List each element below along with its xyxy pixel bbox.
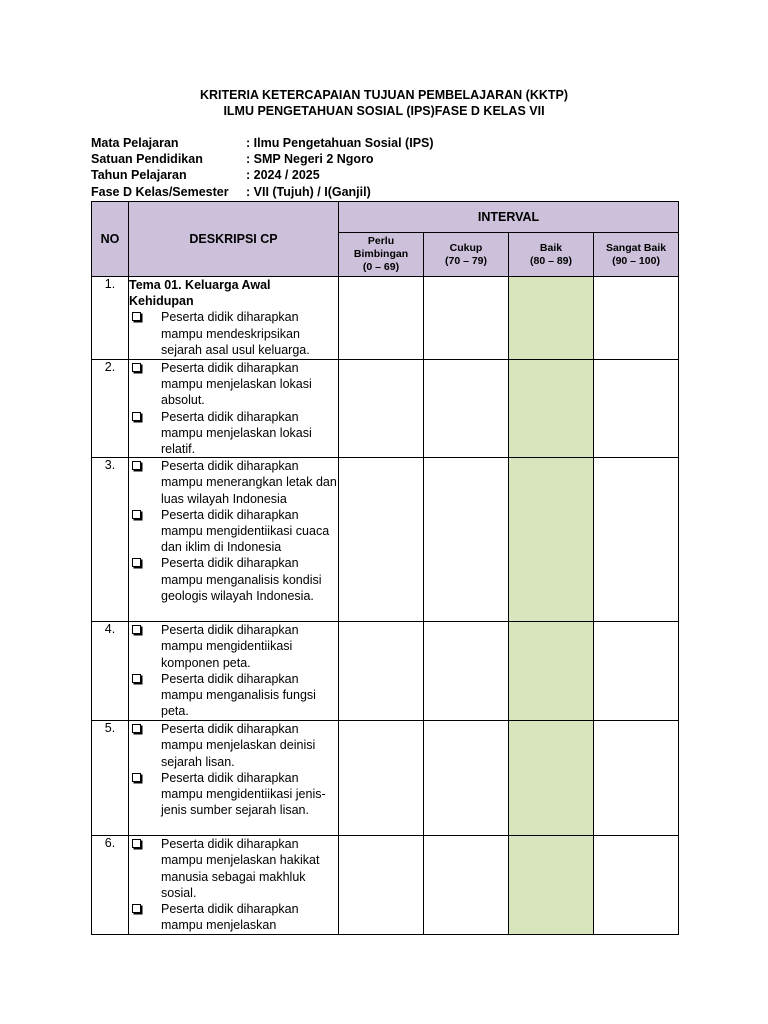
row-description — [129, 721, 339, 836]
item-text: Peserta didik diharapkan mampu menjelaskan deinisi sejarah lisan. — [161, 722, 316, 769]
table-row — [92, 622, 679, 721]
row-number: 6. — [92, 836, 129, 935]
checkbox-bullet-icon — [132, 461, 142, 471]
score-cell-perlu-bimbingan — [339, 836, 424, 935]
list-item — [129, 309, 338, 358]
score-cell-baik — [509, 721, 594, 836]
score-cell-baik — [509, 622, 594, 721]
score-cell-perlu-bimbingan — [339, 721, 424, 836]
score-cell-sangat-baik — [594, 836, 679, 935]
score-cell-perlu-bimbingan — [339, 277, 424, 360]
header-level-sangat-baik — [594, 233, 679, 277]
level-range: (0 – 69) — [362, 261, 400, 273]
meta-row-fase-kelas-semester — [91, 184, 434, 200]
level-name: Cukup — [449, 241, 483, 254]
row-description — [129, 360, 339, 458]
header-level-perlu-bimbingan — [339, 233, 424, 277]
document-title-line1: KRITERIA KETERCAPAIAN TUJUAN PEMBELAJARAN (KKTP) — [199, 88, 569, 102]
item-text: Peserta didik diharapkan mampu menjelaskan hakikat manusia sebagai makhluk sosial. — [161, 837, 320, 900]
score-cell-baik — [509, 277, 594, 360]
meta-label: Tahun Pelajaran — [91, 168, 187, 183]
list-item — [129, 458, 338, 507]
meta-row-mata-pelajaran — [91, 135, 434, 151]
meta-row-satuan-pendidikan — [91, 151, 434, 167]
item-text: Peserta didik diharapkan mampu menjelaskan lokasi absolut. — [161, 361, 312, 408]
score-cell-sangat-baik — [594, 277, 679, 360]
list-item — [129, 721, 338, 770]
checkbox-bullet-icon — [132, 412, 142, 422]
score-cell-sangat-baik — [594, 622, 679, 721]
meta-label: Mata Pelajaran — [91, 136, 179, 150]
level-range: (80 – 89) — [529, 254, 573, 267]
score-cell-perlu-bimbingan — [339, 622, 424, 721]
item-text: Peserta didik diharapkan mampu mengidentiikasi jenis-jenis sumber sejarah lisan. — [161, 770, 326, 818]
item-text: Peserta didik diharapkan mampu menganalisis fungsi peta. — [161, 671, 316, 719]
score-cell-perlu-bimbingan — [339, 458, 424, 622]
score-cell-cukup — [424, 360, 509, 458]
score-cell-sangat-baik — [594, 360, 679, 458]
item-text: Peserta didik diharapkan mampu menganalisis kondisi geologis wilayah Indonesia. — [161, 556, 322, 603]
header-interval: INTERVAL — [339, 202, 679, 233]
level-name: Baik — [539, 241, 563, 254]
score-cell-cukup — [424, 622, 509, 721]
meta-value: : VII (Tujuh) / I(Ganjil) — [246, 184, 371, 199]
level-range: (70 – 79) — [444, 254, 488, 267]
meta-label: Fase D Kelas/Semester — [91, 184, 229, 199]
score-cell-sangat-baik — [594, 721, 679, 836]
list-item — [129, 360, 338, 409]
checkbox-bullet-icon — [132, 904, 142, 914]
list-item — [129, 507, 338, 556]
meta-label: Satuan Pendidikan — [91, 152, 203, 167]
table-row — [92, 836, 679, 935]
score-cell-cukup — [424, 277, 509, 360]
score-cell-cukup — [424, 721, 509, 836]
checkbox-bullet-icon — [132, 839, 142, 849]
score-cell-perlu-bimbingan — [339, 360, 424, 458]
checkbox-bullet-icon — [132, 558, 142, 568]
score-cell-baik — [509, 458, 594, 622]
row-number: 3. — [92, 458, 129, 622]
checkbox-bullet-icon — [132, 773, 142, 783]
row-number: 1. — [92, 277, 129, 360]
score-cell-baik — [509, 360, 594, 458]
item-text: Peserta didik diharapkan mampu menerangkan letak dan luas wilayah Indonesia — [161, 459, 337, 506]
list-item — [129, 671, 338, 720]
score-cell-sangat-baik — [594, 458, 679, 622]
meta-row-tahun-pelajaran — [91, 167, 434, 183]
header-level-cukup — [424, 233, 509, 277]
checkbox-bullet-icon — [132, 625, 142, 635]
level-range: (90 – 100) — [612, 254, 660, 267]
meta-value: : Ilmu Pengetahuan Sosial (IPS) — [246, 136, 434, 150]
list-item — [129, 901, 338, 933]
row-number: 2. — [92, 360, 129, 458]
row-description — [129, 458, 339, 622]
table-row — [92, 277, 679, 360]
score-cell-cukup — [424, 836, 509, 935]
checkbox-bullet-icon — [132, 724, 142, 734]
row-description — [129, 836, 339, 935]
table-row — [92, 721, 679, 836]
item-text: Peserta didik diharapkan mampu mendeskripsikan sejarah asal usul keluarga. — [161, 310, 310, 357]
meta-info — [91, 135, 434, 200]
score-cell-baik — [509, 836, 594, 935]
row-number: 5. — [92, 721, 129, 836]
row-description — [129, 277, 339, 360]
document-title-line2: ILMU PENGETAHUAN SOSIAL (IPS)FASE D KELAS VII — [223, 104, 545, 118]
level-name: Sangat Baik — [605, 241, 667, 254]
header-no: NO — [92, 202, 129, 277]
list-item — [129, 409, 338, 458]
checkbox-bullet-icon — [132, 674, 142, 684]
checkbox-bullet-icon — [132, 510, 142, 520]
kktp-table — [91, 201, 679, 935]
table-row — [92, 360, 679, 458]
score-cell-cukup — [424, 458, 509, 622]
checkbox-bullet-icon — [132, 312, 142, 322]
item-text: Peserta didik diharapkan mampu menjelaskan — [161, 902, 299, 933]
header-level-baik — [509, 233, 594, 277]
row-number: 4. — [92, 622, 129, 721]
tema-title: Tema 01. Keluarga Awal Kehidupan — [129, 278, 271, 309]
list-item — [129, 622, 338, 671]
meta-value: : 2024 / 2025 — [246, 168, 320, 183]
meta-value: : SMP Negeri 2 Ngoro — [246, 152, 374, 167]
list-item — [129, 836, 338, 901]
level-name: Perlu Bimbingan — [353, 235, 409, 260]
list-item — [129, 555, 338, 604]
table-row — [92, 458, 679, 622]
list-item — [129, 770, 338, 819]
item-text: Peserta didik diharapkan mampu menjelaskan lokasi relatif. — [161, 409, 312, 457]
row-description — [129, 622, 339, 721]
item-text: Peserta didik diharapkan mampu mengidentiikasi komponen peta. — [161, 623, 299, 670]
header-deskripsi-cp: DESKRIPSI CP — [129, 202, 339, 277]
item-text: Peserta didik diharapkan mampu mengidentiikasi cuaca dan iklim di Indonesia — [161, 507, 330, 555]
checkbox-bullet-icon — [132, 363, 142, 373]
